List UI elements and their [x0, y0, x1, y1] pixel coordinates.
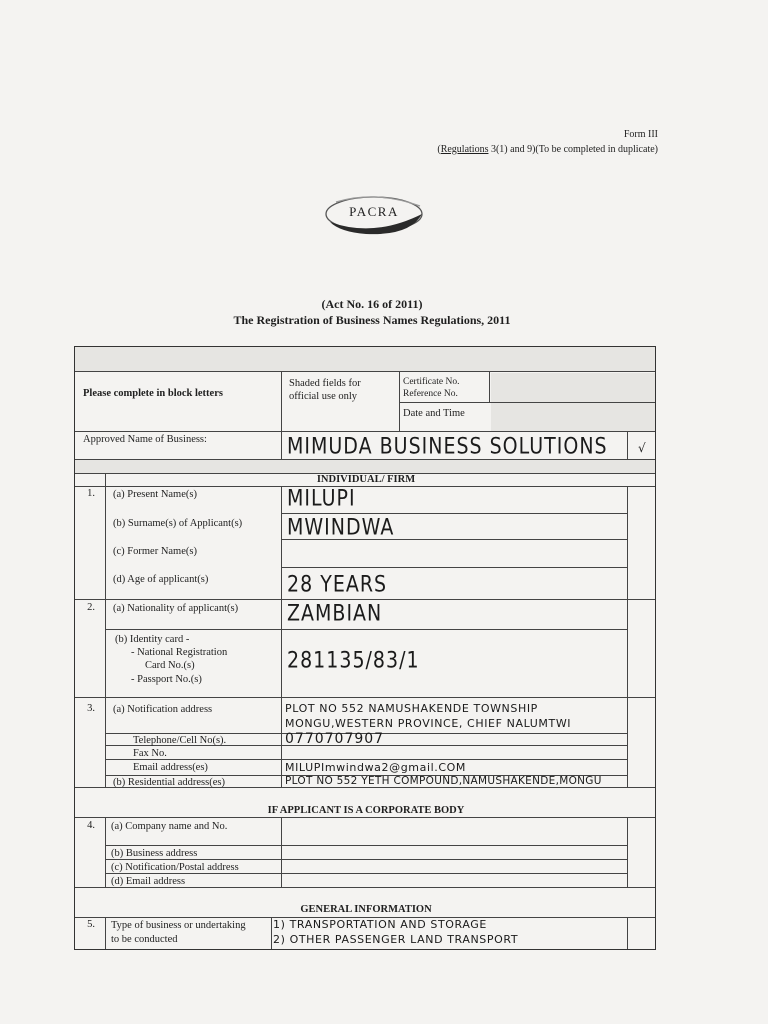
- nationality-label: (a) Nationality of applicant(s): [113, 603, 239, 614]
- telephone-value[interactable]: 0770707907: [285, 731, 385, 747]
- business-type-value-1[interactable]: 1) TRANSPORTATION AND STORAGE: [273, 918, 487, 931]
- form-number: Form III: [623, 129, 658, 140]
- notification-address-line1[interactable]: PLOT NO 552 NAMUSHAKENDE TOWNSHIP: [285, 702, 538, 715]
- official-use-line1: Shaded fields for: [289, 378, 361, 389]
- email-value[interactable]: MILUPImwindwa2@gmail.COM: [285, 761, 466, 774]
- check-mark: √: [638, 441, 646, 455]
- question-4-number: 4.: [87, 820, 95, 831]
- approved-name-value[interactable]: MIMUDA BUSINESS SOLUTIONS: [287, 434, 608, 460]
- telephone-label: Telephone/Cell No(s).: [133, 735, 227, 746]
- age-label: (d) Age of applicant(s): [113, 574, 209, 585]
- official-shaded-top: [75, 347, 655, 371]
- section-individual-firm: INDIVIDUAL/ FIRM: [316, 474, 416, 485]
- email-label: Email address(es): [133, 762, 208, 773]
- block-letters-instruction: Please complete in block letters: [83, 388, 223, 399]
- company-email-label: (d) Email address: [111, 876, 186, 887]
- passport-label: - Passport No.(s): [131, 674, 202, 685]
- approved-name-label: Approved Name of Business:: [83, 434, 207, 445]
- pacra-logo: [322, 192, 434, 236]
- question-2-number: 2.: [87, 602, 95, 613]
- nationality-value[interactable]: ZAMBIAN: [287, 601, 383, 627]
- official-use-line2: official use only: [289, 391, 358, 402]
- date-time-label: Date and Time: [403, 408, 465, 419]
- question-1-number: 1.: [87, 488, 95, 499]
- age-value[interactable]: 28 YEARS: [287, 572, 388, 598]
- fax-label: Fax No.: [133, 748, 167, 759]
- identity-card-label: (b) Identity card -: [115, 634, 190, 645]
- regulations-note: (Regulations 3(1) and 9)(To be completed in duplicate): [437, 143, 658, 155]
- notification-address-line2[interactable]: MONGU,WESTERN PROVINCE, CHIEF NALUMTWI: [285, 717, 572, 730]
- nrc-label-line1: - National Registration: [131, 647, 228, 658]
- official-shaded-band: [75, 459, 655, 473]
- registration-form-table: [74, 346, 656, 950]
- nrc-value[interactable]: 281135/83/1: [287, 648, 420, 674]
- residential-address-value[interactable]: PLOT NO 552 YETH COMPOUND,NAMUSHAKENDE,MONGU: [285, 775, 602, 787]
- surname-value[interactable]: MWINDWA: [287, 515, 395, 541]
- surname-label: (b) Surname(s) of Applicant(s): [113, 518, 243, 529]
- business-address-label: (b) Business address: [111, 848, 198, 859]
- certificate-no-label: Certificate No.: [403, 377, 460, 387]
- business-type-value-2[interactable]: 2) OTHER PASSENGER LAND TRANSPORT: [273, 933, 519, 946]
- pacra-logo-text: PACRA: [349, 204, 399, 219]
- question-3-number: 3.: [87, 703, 95, 714]
- present-name-value[interactable]: MILUPI: [287, 486, 356, 512]
- act-number: (Act No. 16 of 2011): [321, 297, 423, 311]
- regulations-rest: 3(1) and 9)(To be completed in duplicate): [488, 143, 658, 155]
- notification-address-label: (a) Notification address: [113, 704, 213, 715]
- form-number-block: [437, 128, 658, 157]
- section-general-information: GENERAL INFORMATION: [300, 904, 432, 915]
- business-type-label-line1: Type of business or undertaking: [111, 920, 246, 931]
- question-5-number: 5.: [87, 919, 95, 930]
- former-name-label: (c) Former Name(s): [113, 546, 197, 557]
- company-name-label: (a) Company name and No.: [111, 821, 228, 832]
- present-name-label: (a) Present Name(s): [113, 489, 197, 500]
- postal-address-label: (c) Notification/Postal address: [111, 862, 239, 873]
- residential-address-label: (b) Residential address(es): [113, 777, 225, 788]
- regulation-title: The Registration of Business Names Regulations, 2011: [233, 313, 511, 327]
- nrc-label-line2: Card No.(s): [145, 660, 195, 671]
- regulations-ref: Regulations: [440, 143, 489, 155]
- business-type-label-line2: to be conducted: [111, 934, 178, 945]
- section-corporate-body: IF APPLICANT IS A CORPORATE BODY: [267, 805, 465, 816]
- reference-no-label: Reference No.: [403, 389, 458, 399]
